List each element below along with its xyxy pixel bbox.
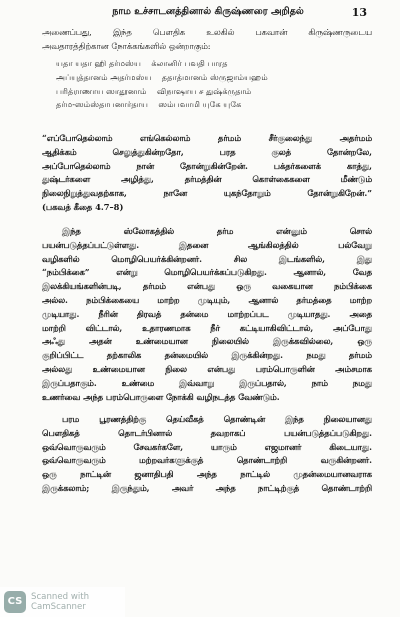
paragraph-dharma [42,225,372,404]
verse-line: பரித்ராணாய ஸாதூனாம் விநாஷாய ச துஷ்க்ருதாம் [56,85,252,96]
watermark-line: Scanned with [31,592,90,602]
text-line: ஒரு நாட்டின் ஜனாதிபதி அந்த நாட்டில் முதன்மையானவராக [42,469,372,480]
verse-line: தர்ம-ஸம்ஸ்தாபனார்தாய ஸம்பவாமி யுகே யுகே [56,99,242,110]
watermark-text [31,592,89,612]
text-line: வழிகளில் மொழிபெயர்க்கின்றனர். சில இடங்களில், இது [42,253,372,264]
intro-paragraph [42,26,372,54]
page-number: 13 [351,6,367,19]
text-line: துஷ்டர்களை அழித்து, தர்மத்தின் கொள்கைகளை மீண்டும் [42,174,372,185]
text-line: ஒவ்வொருவரும் மற்றவர்களுக்குத் தொண்டாற்றி வருகின்றனர். [42,455,372,466]
citation: (பகவத் கீதை 4.7–8) [42,201,124,212]
text-line: இருக்கலாம்; இருந்தும், அவர் அந்த நாட்டிற்குத் தொண்டாற்றி [42,482,372,493]
text-line: குறிப்பிட்ட தற்காலிக தன்மையில் இருக்கின்றது. நமது தர்மம் [42,350,372,361]
text-line: அஃது அதன் உண்மையான நிலையில் இருக்கவில்லை, ஒரு [42,336,372,347]
running-header [0,6,400,22]
text-line: அவதாரத்திற்கான நோக்கங்களில் ஒன்றாகும்: [42,40,211,51]
paragraph-service [42,413,372,496]
text-line: அல்லது உண்மையான நிலை என்பது பரம்பொருளின் அம்சமாக [42,363,372,374]
text-line: உணர்வை அந்த பரம்பொருளை நோக்கி வழிநடத்த வேண்டும். [42,391,280,402]
text-line: அல்ல. நம்பிக்கையை மாற்ற முடியும், ஆனால் தர்மத்தை மாற்ற [42,294,372,305]
text-line: இருப்பதாகும். உண்மை இவ்வாறு இருப்பதால், நாம் நமது [42,377,372,388]
text-line: “எப்போதெல்லாம் எங்கெல்லாம் தர்மம் சீர்குலைந்து அதர்மம் [42,133,372,143]
verse-translation [42,132,372,215]
text-line: பௌதிகத் தொடர்பினால் தவறாகப் பயன்படுத்தப்படுகிறது. [42,427,372,438]
text-line: இந்த ஸ்லோகத்தில் தர்ம என்னும் சொல் [62,226,372,236]
text-line: அப்போதெல்லாம் நான் தோன்றுகின்றேன். பக்தர்களைக் காத்து, [42,160,372,171]
text-line: அணைப்பது, இந்த பௌதிக உலகில் பகவான் கிருஷ்ணருடைய [42,27,372,37]
text-line: நிலைநிறுத்துவதற்காக, நானே யுகந்தோறும் தோன்றுகிறேன்.” [42,188,372,199]
chapter-title: நாம உச்சாடனத்தினால் கிருஷ்ணரை அறிதல் [112,6,304,17]
text-line: ஒவ்வொருவரும் சேவகர்களே, யாரும் எஜமானர் கிடையாது. [42,441,372,452]
text-line: மாற்றி விட்டால், உதாரணமாக நீர் கட்டியாகிவிட்டால், அப்போது [42,322,372,333]
sanskrit-verse [42,57,372,112]
text-line: ஆதிக்கம் செலுத்துகின்றதோ, பரத குலத் தோன்றலே, [42,146,372,157]
camscanner-logo-icon: CS [4,591,26,613]
text-line: இலக்கியங்களின்படி, தர்மம் என்பது ஒரு வகையான நம்பிக்கை [42,281,372,292]
text-line: பரம பூரணத்திற்கு தெய்வீகத் தொண்டின் இந்த நிலையானது [62,414,372,424]
verse-line: யதா யதா ஹி தர்மஸ்ய க்லானிர் பவதி பாரத [56,58,228,68]
watermark-line: CamScanner [31,602,86,612]
scanner-watermark [0,587,125,617]
text-line: பயன்படுத்தப்பட்டுள்ளது. இதனை ஆங்கிலத்தில் பல்வேறு [42,239,372,250]
text-line: “நம்பிக்கை” என்று மொழிபெயர்க்கப்படுகிறது. ஆனால், வேத [42,267,372,278]
verse-line: அப்யுத்தானம் அதர்மஸ்ய ததாத்மானம் ஸ்ருஜாம்யஹம் [56,71,268,82]
text-line: முடியாது. நீரின் திரவத் தன்மை மாற்றப்பட முடியாதது. அதை [42,308,372,319]
